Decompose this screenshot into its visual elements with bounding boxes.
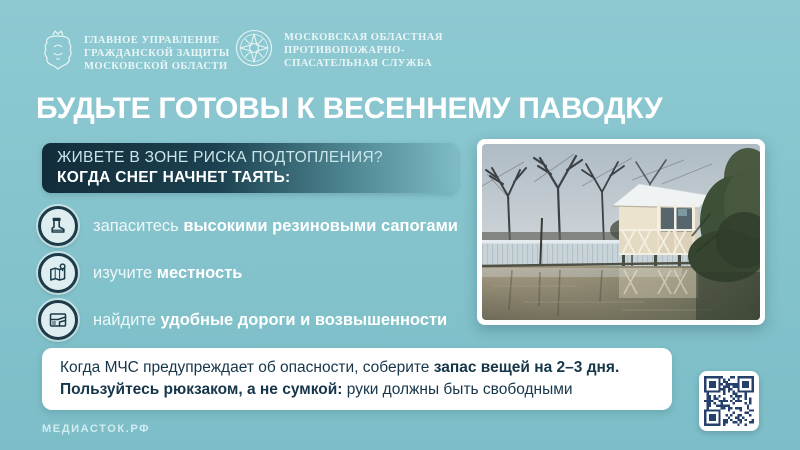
notice-line-1: Когда МЧС предупреждает об опасности, соберите запас вещей на 2–3 дня. <box>60 359 620 376</box>
fire-rescue-star-emblem-icon <box>234 28 274 73</box>
qr-code-pattern <box>704 376 754 426</box>
emergency-notice-box <box>42 348 672 410</box>
org-civil-defense-name: ГЛАВНОЕ УПРАВЛЕНИЕ ГРАЖДАНСКОЙ ЗАЩИТЫ МОСКОВСКОЙ ОБЛАСТИ <box>84 35 230 72</box>
mediastok-watermark: МЕДИАСТОК.РФ <box>42 423 151 435</box>
road-map-icon <box>38 300 78 340</box>
tip-rubber-boots <box>38 206 458 246</box>
org-civil-defense <box>42 28 230 79</box>
risk-question-box <box>42 143 458 193</box>
org-fire-rescue <box>234 28 443 73</box>
flood-photo <box>477 139 765 325</box>
moscow-region-coat-of-arms-icon <box>42 28 74 79</box>
tip-find-roads <box>38 300 458 340</box>
tip-text: изучите местность <box>93 263 243 282</box>
notice-line-2: Пользуйтесь рюкзаком, а не сумкой: руки должны быть свободными <box>60 381 573 398</box>
tips-list <box>38 206 458 347</box>
page-title: БУДЬТЕ ГОТОВЫ К ВЕСЕННЕМУ ПАВОДКУ <box>36 92 663 125</box>
rubber-boot-icon <box>38 206 78 246</box>
tip-text: найдите удобные дороги и возвышенности <box>93 310 448 329</box>
tip-study-area <box>38 253 458 293</box>
org-fire-rescue-name: МОСКОВСКАЯ ОБЛАСТНАЯ ПРОТИВОПОЖАРНО- СПАСАТЕЛЬНАЯ СЛУЖБА <box>284 32 443 69</box>
qr-code <box>699 371 759 431</box>
map-with-pin-icon <box>38 253 78 293</box>
risk-question-line: ЖИВЕТЕ В ЗОНЕ РИСКА ПОДТОПЛЕНИЯ? <box>57 149 383 166</box>
when-snow-melts-line: КОГДА СНЕГ НАЧНЕТ ТАЯТЬ: <box>57 169 291 186</box>
flood-photo-image <box>482 144 760 320</box>
tip-text: запаситесь высокими резиновыми сапогами <box>93 216 458 235</box>
